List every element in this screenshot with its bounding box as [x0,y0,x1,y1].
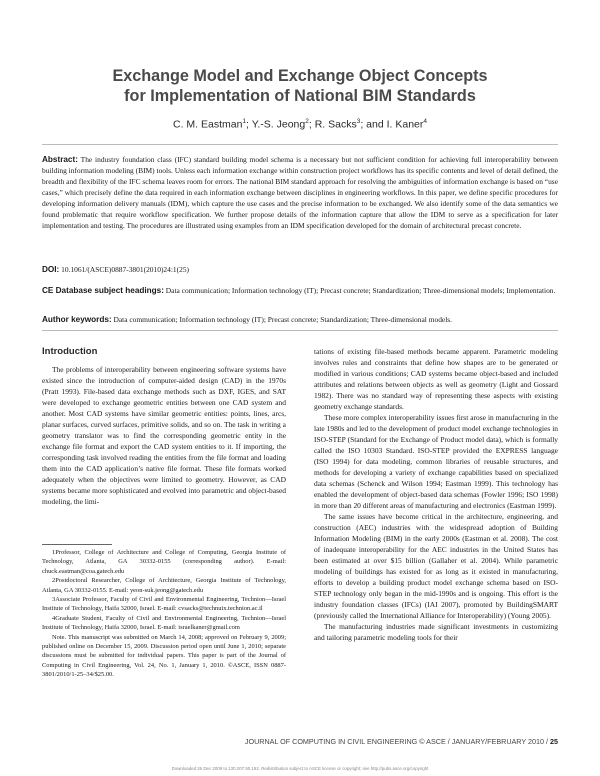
footnotes [42,548,286,680]
download-notice: Downloaded 26 Dec 2009 to 130.207.50.192. Redistribution subject to ASCE license or copyright; see http://pubs.asce.org/copyright [171,766,429,771]
author-affiliation-mark: 1 [242,118,247,125]
body-paragraph: These more complex interoperability issues first arose in manufacturing in the late 1980s and led to the development of product model exchange technologies in ISO-STEP (Standard for the Exchange of Product model data), which is formally called the ISO 10303 Standard. ISO-STEP provided the EXPRESS language (ISO 1994) for data modeling, common libraries of reusable structures, and methods for developing a variety of exchange capabilities based on specialized data schemas (Schenck and Wilson 1994; Eastman 1999). This technology has enabled the development of object-based data schemas (Fowler 1996; ISO 1998) in more than 20 different areas of manufacturing and electronics (Eastman 1999). [314,413,558,510]
author-affiliation-mark: 3 [356,118,361,125]
body-paragraph: The manufacturing industries made significant investments in customizing and tailoring parametric modeling tools for their [314,622,558,642]
footnote-2: 2Postdoctoral Researcher, College of Architecture, Georgia Institute of Technology, Atlanta, GA 30332-0155. E-mail: yeon-suk.jeong@gatech.edu [42,577,286,594]
doi-line [42,264,558,275]
right-column-body [314,346,558,643]
body-paragraph: The problems of interoperability between engineering software systems have existed since the introduction of computer-aided design (CAD) in the 1970s (Pratt 1993). File-based data exchange methods such as DXF, IGES, and SAT were developed to exchange geometric entities between one CAD system and another. Most CAD systems have similar geometric entities: points, lines, arcs, planar surfaces, curved surfaces, primitive solids, and so on. The task in writing a geometry translator was to find the corresponding geometric entity in the exchange file format and export the CAD system entities to it. If importing, the corresponding task involved reading the entities from the file format and loading them into the CAD application’s native file format. These file formats worked adequately when the objectives were limited to geometry. However, as CAD systems became more sophisticated and evolved into parametric and object-based modeling, the limi- [42,365,286,506]
abstract-text: The industry foundation class (IFC) standard building model schema is a necessary but not sufficient condition for achieving full interoperability between building information modeling (BIM) tools. Unless each information exchange within construction project workflows has its specific contents and level of detail defined, the breadth and flexibility of the IFC schema leaves room for errors. The national BIM standard approach for resolving the ambiguities of information exchange is based on “use cases,” which precisely define the data required in each information exchange between disciplines in engineering workflows. In this paper, we define specific procedures for developing information delivery manuals (IDM), which capture the use cases and the precise information to be exchanged. We also identify some of the data semantics we found problematic that require workflow specification. We further propose details of the information capture that allow the IDM to serve as a specification for later implementation and testing. The procedures are illustrated using examples from an IDM specification developed for the domain of architectural precast concrete. [42,155,558,230]
body-paragraph: The same issues have become critical in the architecture, engineering, and construction (AEC) industries with the widespread adoption of Building Information Modeling (BIM) in the early 2000s (Eastman et al. 2008). The cost of inadequate interoperability for the AEC industries in the United States has been estimated at over $15 billion (Gallaher et al. 2004). While parametric modeling of buildings has existed for as long as it existed in manufacturing, efforts to develop a building product model exchange schema based on ISO-STEP technology only began in the mid-1990s and is ongoing. This effort is the industry foundation classes (IFCs) (IAI 2007), promoted by BuildingSMART (previously called the International Alliance for Interoperability) (Young 2005). [314,512,558,620]
author-affiliation-mark: 2 [305,118,309,125]
ce-subject-headings [42,285,558,296]
footnote-4: 4Graduate Student, Faculty of Civil and Environmental Engineering, Technion—Israel Institute of Technology, Haifa 32000, Israel. E-mail: israelkaner@gmail.com [42,614,286,632]
abstract [42,154,558,231]
left-column-body [42,364,286,507]
doi-label: DOI: [42,265,60,274]
author-separator: ; [308,118,315,131]
author-name: Y.-S. Jeong [251,118,306,131]
footnote-divider [42,544,112,545]
paper-title [0,66,600,106]
author-keywords [42,314,558,325]
page-footer [42,737,558,746]
author-name: R. Sacks [314,118,357,131]
body-paragraph: tations of existing file-based methods became apparent. Parametric modeling involves rules and constraints that define how shapes are to be generated or modified in various conditions; CAD systems became object-based and included attributes and relations between objects as well as geometry (Light and Gossard 1982). There was no standard way of representing these aspects with existing geometry exchange standards. [314,347,558,411]
abstract-label: Abstract: [42,155,78,164]
author-separator: ; [246,118,252,131]
keywords-label: Author keywords: [42,315,112,324]
divider-bottom [42,330,558,331]
section-heading-introduction: Introduction [42,346,98,357]
title-line-2: for Implementation of National BIM Standards [124,87,476,105]
doi-value[interactable]: 10.1061/(ASCE)0887-3801(2010)24:1(25) [61,265,190,274]
footnote-1: 1Professor, College of Architecture and College of Computing, Georgia Institute of Technology, Atlanta, GA 30332-0155 (corresponding author). E-mail: chuck.eastman@coa.gatech.edu [42,549,286,575]
keywords-text: Data communication; Information technology (IT); Precast concrete; Standardization; Three-dimensional models. [113,315,453,324]
footnote-note: Note. This manuscript was submitted on March 14, 2008; approved on February 9, 2009; published online on December 15, 2009. Discussion period open until June 1, 2010; separate discussions must be submitted for individual papers. This paper is part of the Journal of Computing in Civil Engineering, Vol. 24, No. 1, January 1, 2010. ©ASCE, ISSN 0887-3801/2010/1-25–34/$25.00. [42,633,286,679]
ce-headings-label: CE Database subject headings: [42,286,164,295]
footer-journal: JOURNAL OF COMPUTING IN CIVIL ENGINEERING © ASCE / JANUARY/FEBRUARY 2010 / [244,737,550,746]
author-affiliation-mark: 4 [423,118,428,125]
author-separator: ; and [360,118,387,131]
author-name: I. Kaner [386,118,424,131]
page-number: 25 [550,737,558,746]
footnote-3: 3Associate Professor, Faculty of Civil and Environmental Engineering, Technion—Israel Institute of Technology, Haifa 32000, Israel. E-mail: cvsacks@technuix.technion.ac.il [42,596,286,613]
title-line-1: Exchange Model and Exchange Object Concepts [112,67,488,85]
author-name: C. M. Eastman [172,118,243,131]
divider-top [42,144,558,145]
ce-headings-text: Data communication; Information technology (IT); Precast concrete; Standardization; Three-dimensional models; Implementation. [165,286,556,295]
author-list [0,118,600,131]
